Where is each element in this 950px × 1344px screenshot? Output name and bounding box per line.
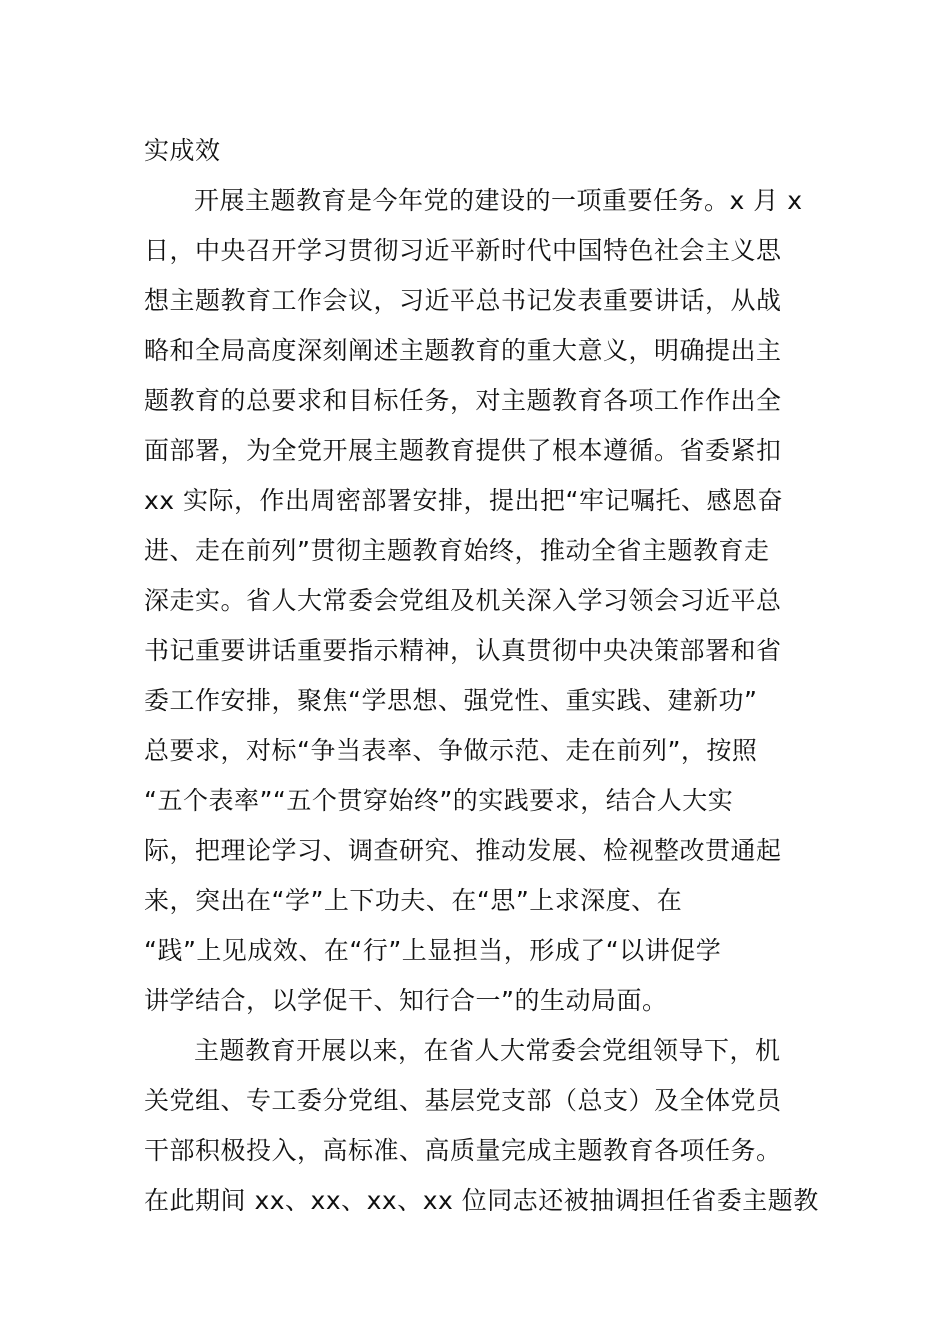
text-line: 委工作安排，聚焦“学思想、强党性、重实践、建新功” bbox=[144, 686, 758, 715]
text-line: 在此期间 xx、xx、xx、xx 位同志还被抽调担任省委主题教 bbox=[144, 1186, 819, 1215]
text-line: 讲学结合，以学促干、知行合一”的生动局面。 bbox=[144, 986, 668, 1015]
text-line: 深走实。省人大常委会党组及机关深入学习领会习近平总 bbox=[144, 586, 782, 615]
text-line: 干部积极投入，高标准、高质量完成主题教育各项任务。 bbox=[144, 1136, 782, 1165]
text-line: 日，中央召开学习贯彻习近平新时代中国特色社会主义思 bbox=[144, 236, 782, 265]
text-line: 关党组、专工委分党组、基层党支部（总支）及全体党员 bbox=[144, 1086, 782, 1115]
text-line: xx 实际，作出周密部署安排，提出把“牢记嘱托、感恩奋 bbox=[144, 486, 783, 515]
text-line: 进、走在前列”贯彻主题教育始终，推动全省主题教育走 bbox=[144, 536, 770, 565]
text-line: 题教育的总要求和目标任务，对主题教育各项工作作出全 bbox=[144, 386, 782, 415]
text-line: 实成效 bbox=[144, 136, 221, 165]
text-line: 来，突出在“学”上下功夫、在“思”上求深度、在 bbox=[144, 886, 683, 915]
text-line: 书记重要讲话重要指示精神，认真贯彻中央决策部署和省 bbox=[144, 636, 782, 665]
text-line: 想主题教育工作会议，习近平总书记发表重要讲话，从战 bbox=[144, 286, 782, 315]
text-line: 略和全局高度深刻阐述主题教育的重大意义，明确提出主 bbox=[144, 336, 782, 365]
text-line: 际，把理论学习、调查研究、推动发展、检视整改贯通起 bbox=[144, 836, 782, 865]
text-line: “五个表率”“五个贯穿始终”的实践要求，结合人大实 bbox=[144, 786, 734, 815]
text-line: “践”上见成效、在“行”上显担当，形成了“以讲促学 bbox=[144, 936, 722, 965]
paragraph-first-line: 主题教育开展以来，在省人大常委会党组领导下，机 bbox=[194, 1036, 781, 1065]
text-line: 面部署，为全党开展主题教育提供了根本遵循。省委紧扣 bbox=[144, 436, 782, 465]
body-text bbox=[144, 126, 819, 1226]
text-line: 总要求，对标“争当表率、争做示范、走在前列”，按照 bbox=[144, 736, 758, 765]
paragraph-first-line: 开展主题教育是今年党的建设的一项重要任务。x 月 x bbox=[194, 186, 803, 215]
